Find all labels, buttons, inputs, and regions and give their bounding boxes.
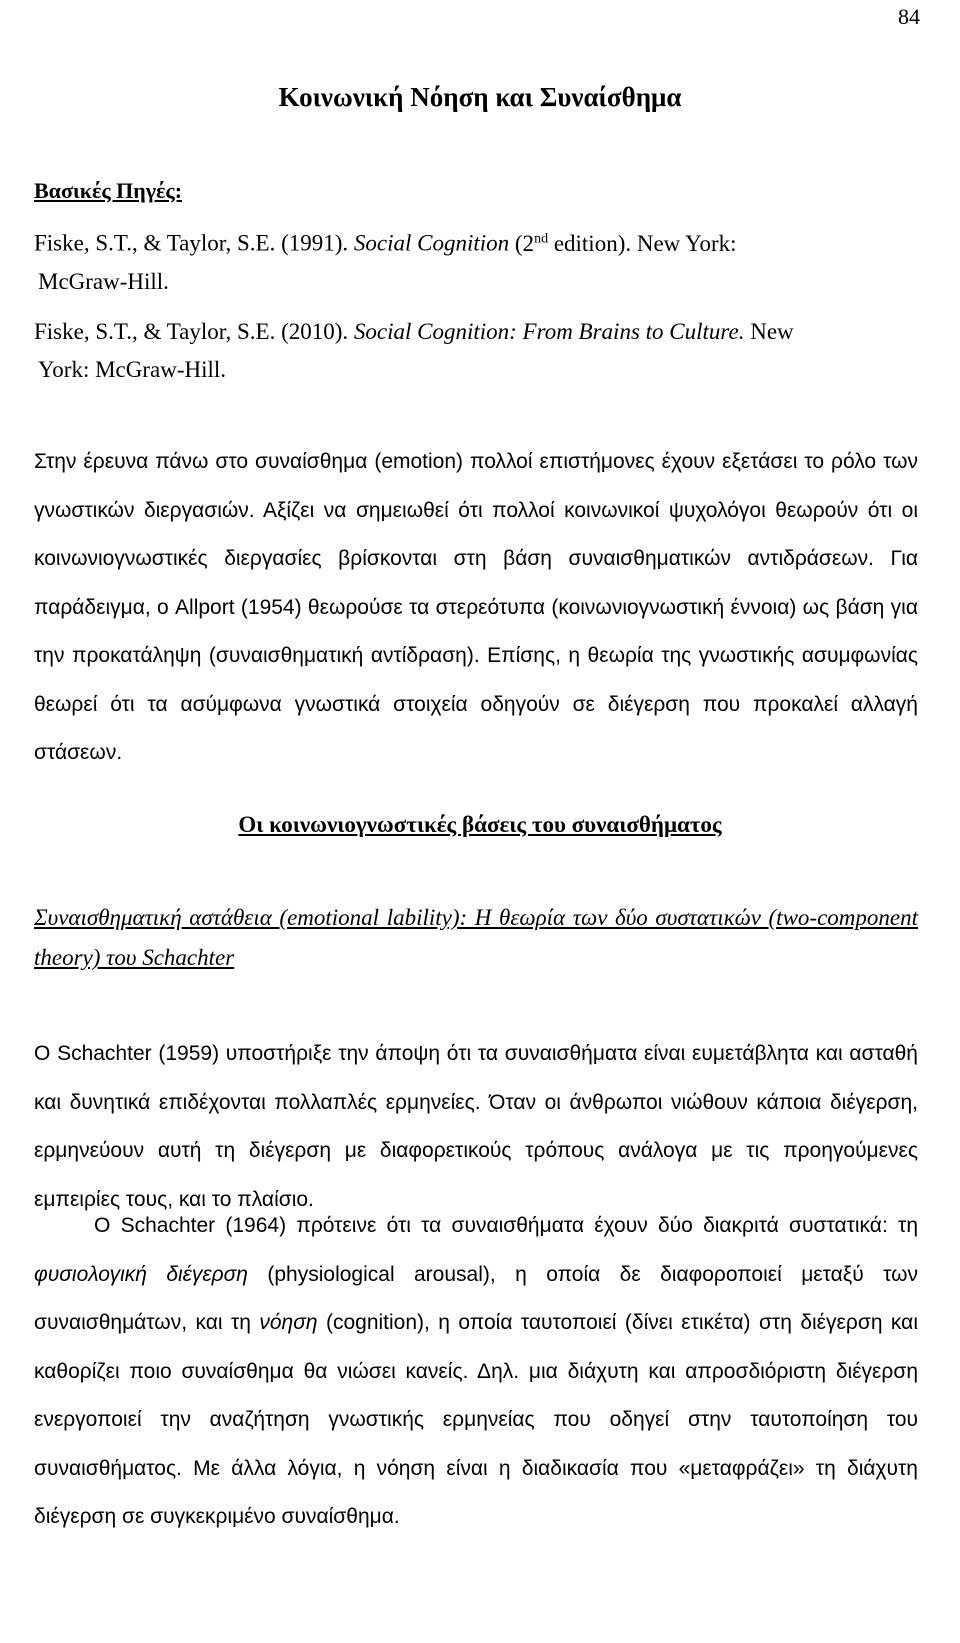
reference-1-edition: (2nd edition). New York: <box>514 230 737 256</box>
reference-2 <box>34 313 918 389</box>
reference-2-book-title: Social Cognition: From Brains to Culture. <box>353 319 745 344</box>
page-title: Κοινωνική Νόηση και Συναίσθημα <box>278 82 682 112</box>
reference-1-authors: Fiske, S.T., & Taylor, S.E. (1991). <box>34 230 349 256</box>
section-subheading: Οι κοινωνιογνωστικές βάσεις του συναισθήματος <box>238 812 722 837</box>
reference-1-book-title: Social Cognition <box>353 230 510 256</box>
reference-1 <box>34 220 918 301</box>
reference-2-place: New <box>750 319 794 344</box>
term-physiological-arousal: φυσιολογική διέγερση <box>34 1262 248 1286</box>
page-number: 84 <box>898 4 920 29</box>
reference-1-publisher: McGraw-Hill. <box>38 268 169 294</box>
sources-heading: Βασικές Πηγές: <box>34 178 183 203</box>
reference-2-authors: Fiske, S.T., & Taylor, S.E. (2010). <box>34 319 349 344</box>
paragraph-schachter-1959: Ο Schachter (1959) υποστήριξε την άποψη ότι τα συναισθήματα είναι ευμετάβλητα και ασταθή και δυνητικά επιδέχονται πολλαπλές ερμηνείες. Όταν οι άνθρωποι νιώθουν κάποια διέγερση, ερμηνεύουν αυτή τη διέγερση με διαφορετικούς τρόπους ανάλογα με τις προηγούμενες εμπειρίες τους, και το πλαίσιο. <box>34 1042 918 1211</box>
section-title: Συναισθηματική αστάθεια (emotional lability): Η θεωρία των δύο συστατικών (two-component theory) του Schachter <box>34 905 918 970</box>
reference-2-publisher: York: McGraw-Hill. <box>38 357 227 382</box>
paragraph-schachter-1964: Ο Schachter (1964) πρότεινε ότι τα συναισθήματα έχουν δύο διακριτά συστατικά: τη φυσιολογική διέγερση (physiological arousal), η οποία δε διαφοροποιεί μεταξύ των συναισθημάτων, και τη νόηση (cognition), η οποία ταυτοποιεί (δίνει ετικέτα) στη διέγερση και καθορίζει ποιο συναίσθημα θα νιώσει κανείς. Δηλ. μια διάχυτη και απροσδιόριστη διέγερση ενεργοποιεί την αναζήτηση γνωστικής ερμηνείας που οδηγεί στην ταυτοποίηση του συναισθήματος. Με άλλα λόγια, η νόηση είναι η διαδικασία που «μεταφράζει» τη διάχυτη διέγερση σε συγκεκριμένο συναίσθημα. <box>34 1214 918 1528</box>
intro-paragraph: Στην έρευνα πάνω στο συναίσθημα (emotion) πολλοί επιστήμονες έχουν εξετάσει το ρόλο των γνωστικών διεργασιών. Αξίζει να σημειωθεί ότι πολλοί κοινωνικοί ψυχολόγοι θεωρούν ότι οι κοινωνιογνωστικές διεργασίες βρίσκονται στη βάση συναισθηματικών αντιδράσεων. Για παράδειγμα, ο Allport (1954) θεωρούσε τα στερεότυπα (κοινωνιογνωστική έννοια) ως βάση για την προκατάληψη (συναισθηματική αντίδραση). Επίσης, η θεωρία της γνωστικής ασυμφωνίας θεωρεί ότι τα ασύμφωνα γνωστικά στοιχεία οδηγούν σε διέγερση που προκαλεί αλλαγή στάσεων. <box>34 450 918 764</box>
term-cognition: νόηση <box>259 1311 318 1334</box>
